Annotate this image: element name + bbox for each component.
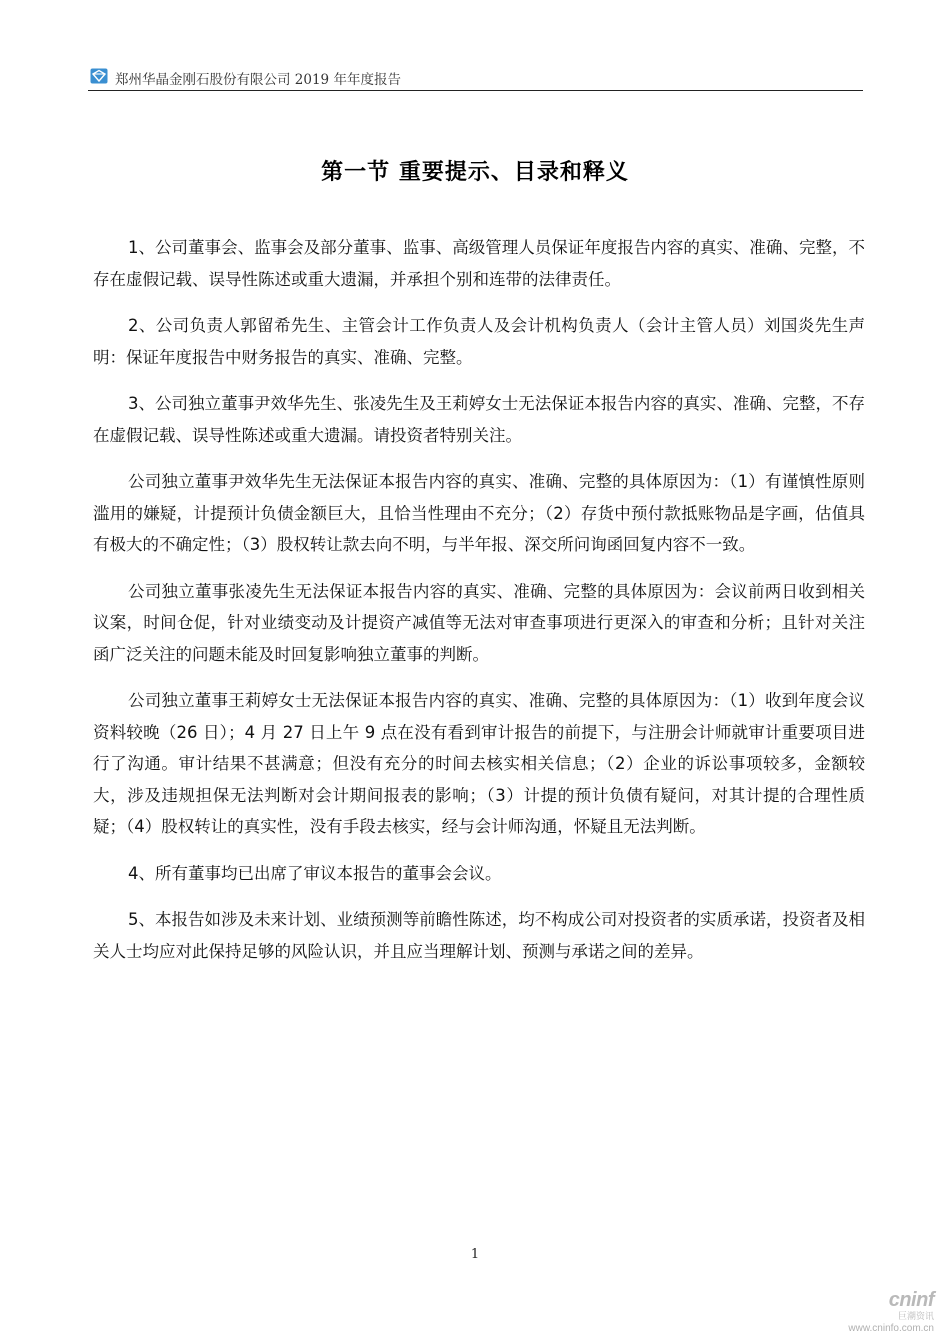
watermark-subtitle: 巨潮资讯	[897, 1312, 934, 1322]
cninfo-watermark	[848, 1289, 934, 1334]
paragraph-2: 2、公司负责人郭留希先生、主管会计工作负责人及会计机构负责人（会计主管人员）刘国炎先生声明：保证年度报告中财务报告的真实、准确、完整。	[93, 316, 865, 367]
watermark-url: www.cninfo.com.cn	[848, 1323, 934, 1334]
page-number: 1	[470, 1247, 480, 1262]
paragraph-6: 公司独立董事王莉婷女士无法保证本报告内容的真实、准确、完整的具体原因为：（1）收到年度会议资料较晚（26 日）；4 月 27 日上午 9 点在没有看到审计报告的前提下，与注册会计师就审计重要项目进行了沟通。审计结果不甚满意；但没有充分的时间去核实相关信息；（2）企业的诉讼事项较多，金额较大，涉及违规担保无法判断对会计期间报表的影响；（3）计提的预计负债有疑问，对其计提的合理性质疑；（4）股权转让的真实性，没有手段去核实，经与会计师沟通，怀疑且无法判断。	[93, 691, 865, 836]
company-logo-icon	[90, 68, 108, 84]
paragraph-5: 公司独立董事张凌先生无法保证本报告内容的真实、准确、完整的具体原因为：会议前两日收到相关议案，时间仓促，针对业绩变动及计提资产减值等无法对审查事项进行更深入的审查和分析；且针对关注函广泛关注的问题未能及时回复影响独立董事的判断。	[93, 581, 865, 664]
header-title: 郑州华晶金刚石股份有限公司 2019 年年度报告	[115, 72, 401, 88]
paragraph-7: 4、所有董事均已出席了审议本报告的董事会会议。	[128, 863, 502, 883]
watermark-brand: cninf	[888, 1289, 934, 1311]
page-header	[88, 66, 863, 91]
paragraph-8: 5、本报告如涉及未来计划、业绩预测等前瞻性陈述，均不构成公司对投资者的实质承诺，投资者及相关人士均应对此保持足够的风险认识，并且应当理解计划、预测与承诺之间的差异。	[93, 910, 865, 961]
paragraph-4: 公司独立董事尹效华先生无法保证本报告内容的真实、准确、完整的具体原因为：（1）有谨慎性原则滥用的嫌疑，计提预计负债金额巨大，且恰当性理由不充分；（2）存货中预付款抵账物品是字画，估值具有极大的不确定性；（3）股权转让款去向不明，与半年报、深交所问询函回复内容不一致。	[93, 472, 865, 554]
paragraph-1: 1、公司董事会、监事会及部分董事、监事、高级管理人员保证年度报告内容的真实、准确、完整，不存在虚假记载、误导性陈述或重大遗漏，并承担个别和连带的法律责任。	[93, 238, 865, 289]
paragraph-3: 3、公司独立董事尹效华先生、张凌先生及王莉婷女士无法保证本报告内容的真实、准确、完整，不存在虚假记载、误导性陈述或重大遗漏。请投资者特别关注。	[93, 394, 865, 445]
section-title: 第一节 重要提示、目录和释义	[321, 160, 629, 185]
document-body	[93, 232, 865, 982]
